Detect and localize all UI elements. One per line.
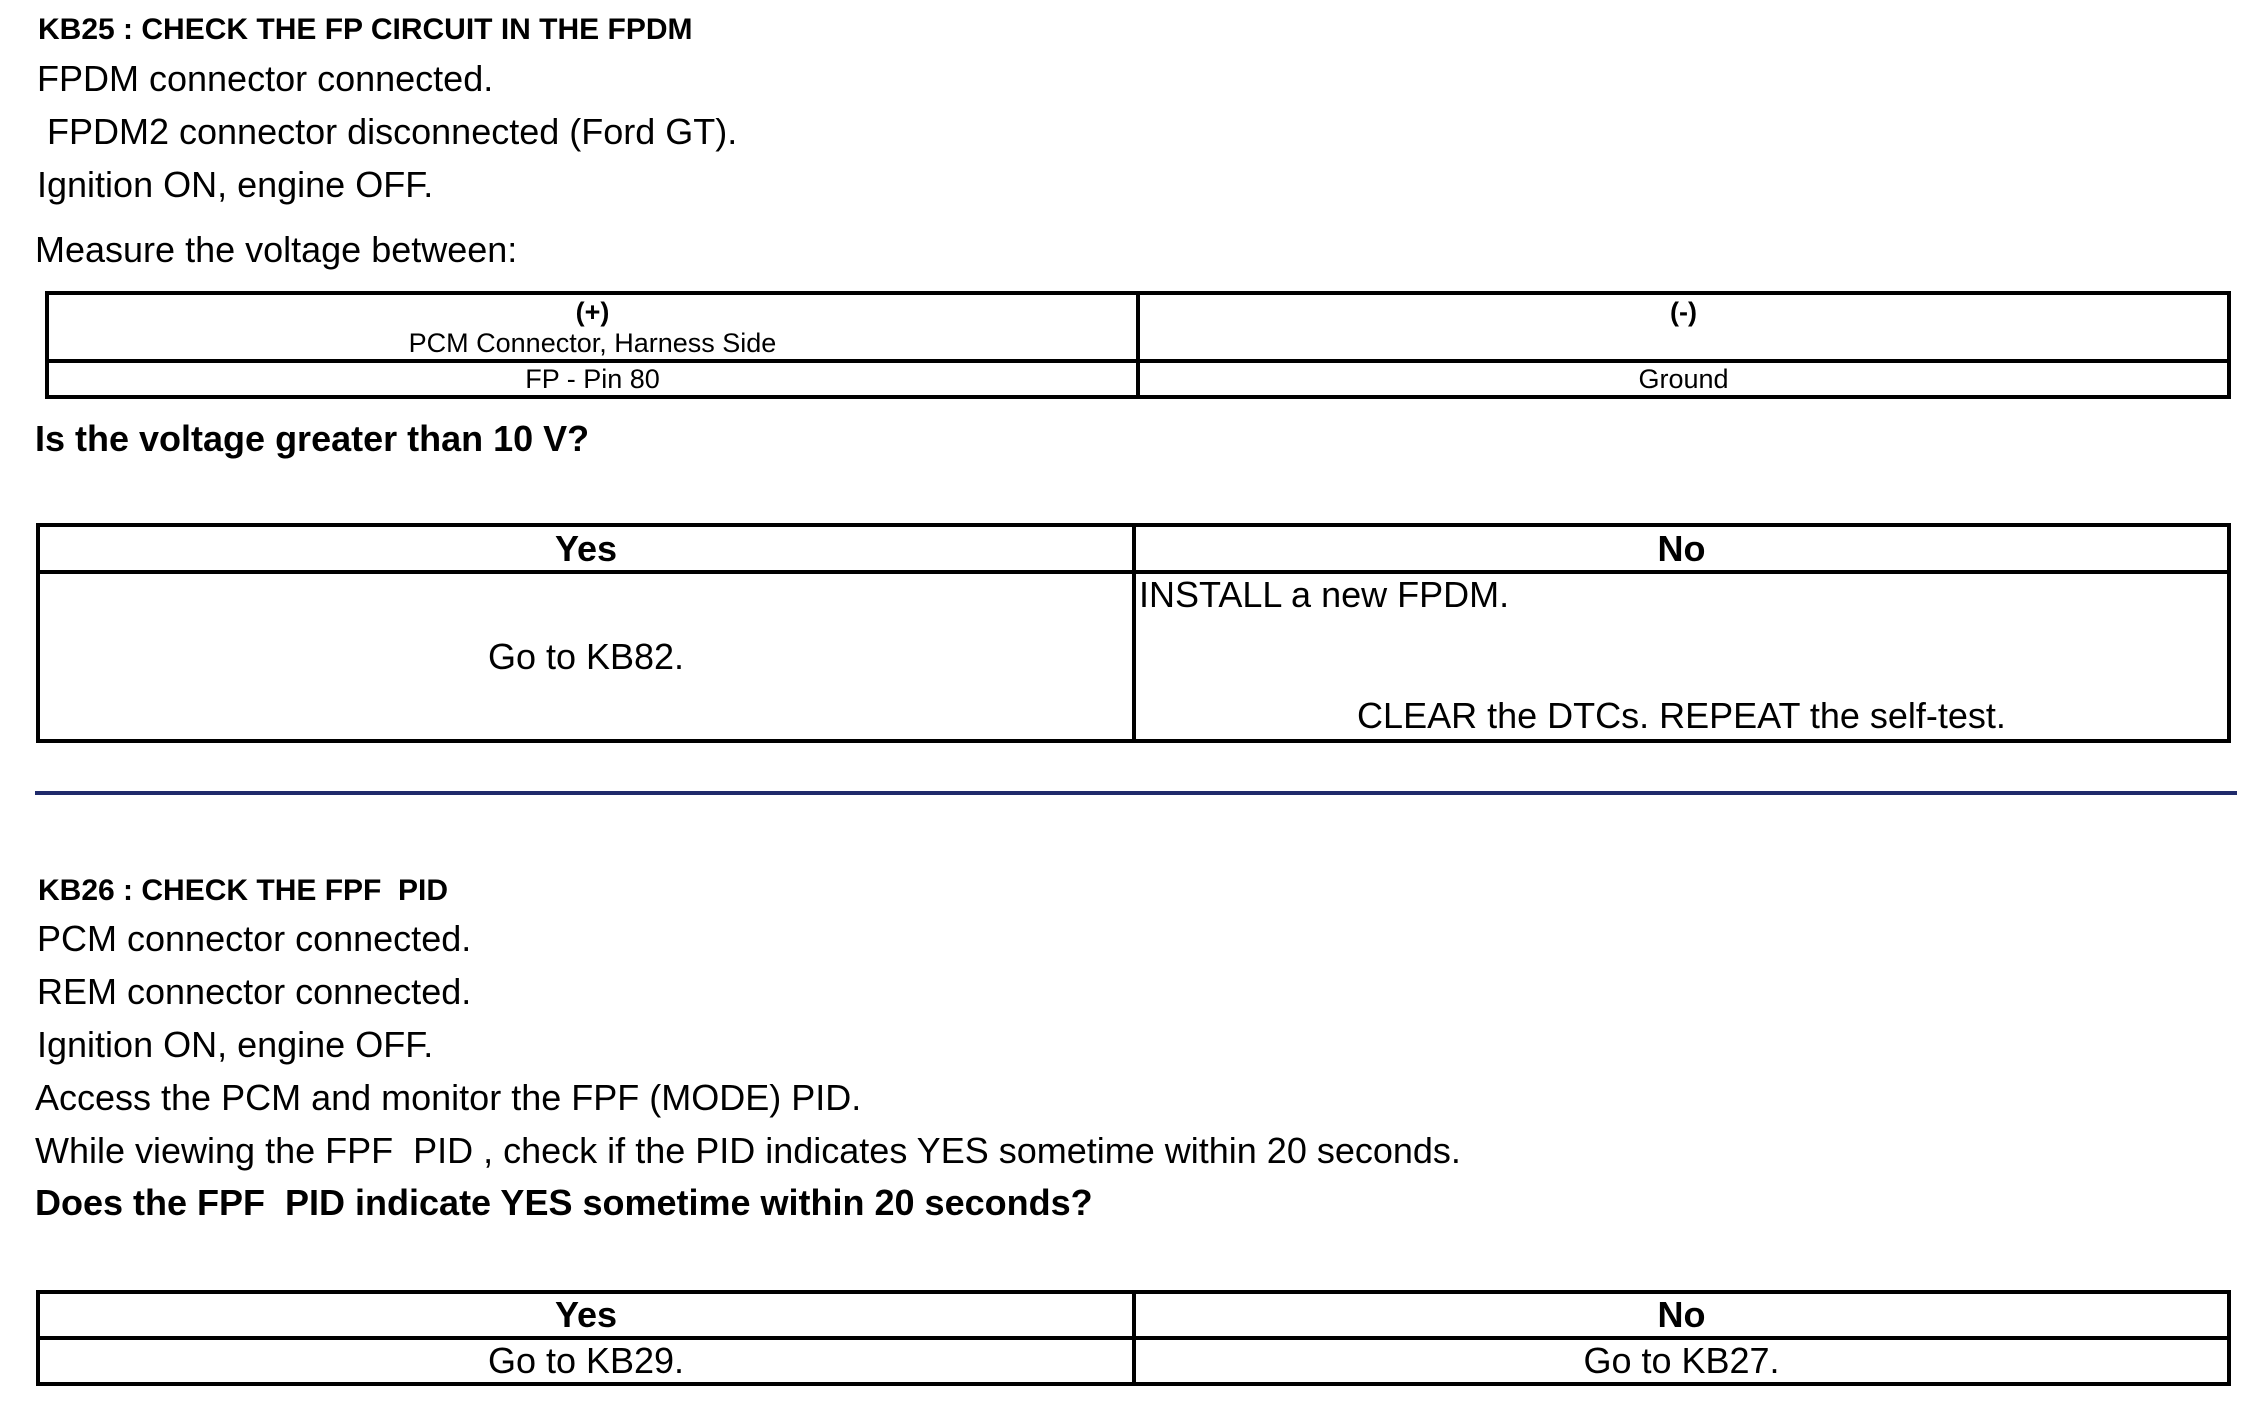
kb25-yes-text: Go to KB82. bbox=[38, 572, 1134, 741]
kb25-question: Is the voltage greater than 10 V? bbox=[35, 418, 590, 459]
plus-value: FP - Pin 80 bbox=[47, 361, 1138, 397]
kb26-line-rem-connected: REM connector connected. bbox=[37, 971, 472, 1012]
kb25-title: KB25 : CHECK THE FP CIRCUIT IN THE FPDM bbox=[38, 13, 693, 46]
kb25-no-line1: INSTALL a new FPDM. bbox=[1139, 574, 1510, 615]
kb25-no-cell bbox=[1134, 572, 2229, 741]
plus-header: (+) bbox=[575, 297, 610, 327]
kb26-yes-text: Go to KB29. bbox=[38, 1338, 1134, 1384]
kb25-yes-header: Yes bbox=[38, 525, 1134, 572]
kb25-no-line2: CLEAR the DTCs. REPEAT the self-test. bbox=[1357, 695, 2006, 736]
kb26-line-pcm-connected: PCM connector connected. bbox=[37, 918, 472, 959]
kb25-line-fpdm-connected: FPDM connector connected. bbox=[37, 58, 494, 99]
kb25-no-header: No bbox=[1134, 525, 2229, 572]
kb26-no-text: Go to KB27. bbox=[1134, 1338, 2229, 1384]
kb26-yes-header: Yes bbox=[38, 1292, 1134, 1338]
kb25-line-ignition: Ignition ON, engine OFF. bbox=[37, 164, 434, 205]
section-divider bbox=[35, 791, 2237, 795]
kb26-line-while-viewing: While viewing the FPF PID , check if the PID indicates YES sometime within 20 seconds. bbox=[35, 1130, 1461, 1171]
kb26-line-ignition: Ignition ON, engine OFF. bbox=[37, 1024, 434, 1065]
kb25-result-table bbox=[36, 523, 2231, 743]
kb26-question: Does the FPF PID indicate YES sometime within 20 seconds? bbox=[35, 1182, 1093, 1223]
kb26-title: KB26 : CHECK THE FPF PID bbox=[38, 874, 449, 907]
plus-header-cell bbox=[47, 293, 1138, 361]
minus-header: (-) bbox=[1670, 297, 1697, 327]
minus-header-cell bbox=[1138, 293, 2229, 361]
kb25-measure-table bbox=[45, 291, 2231, 399]
plus-subheader: PCM Connector, Harness Side bbox=[408, 328, 777, 358]
kb26-result-table bbox=[36, 1290, 2231, 1386]
kb26-line-access: Access the PCM and monitor the FPF (MODE) PID. bbox=[35, 1077, 862, 1118]
kb25-line-measure: Measure the voltage between: bbox=[35, 229, 518, 270]
kb25-line-fpdm2-disconnected: FPDM2 connector disconnected (Ford GT). bbox=[37, 111, 738, 152]
kb26-no-header: No bbox=[1134, 1292, 2229, 1338]
minus-value: Ground bbox=[1138, 361, 2229, 397]
